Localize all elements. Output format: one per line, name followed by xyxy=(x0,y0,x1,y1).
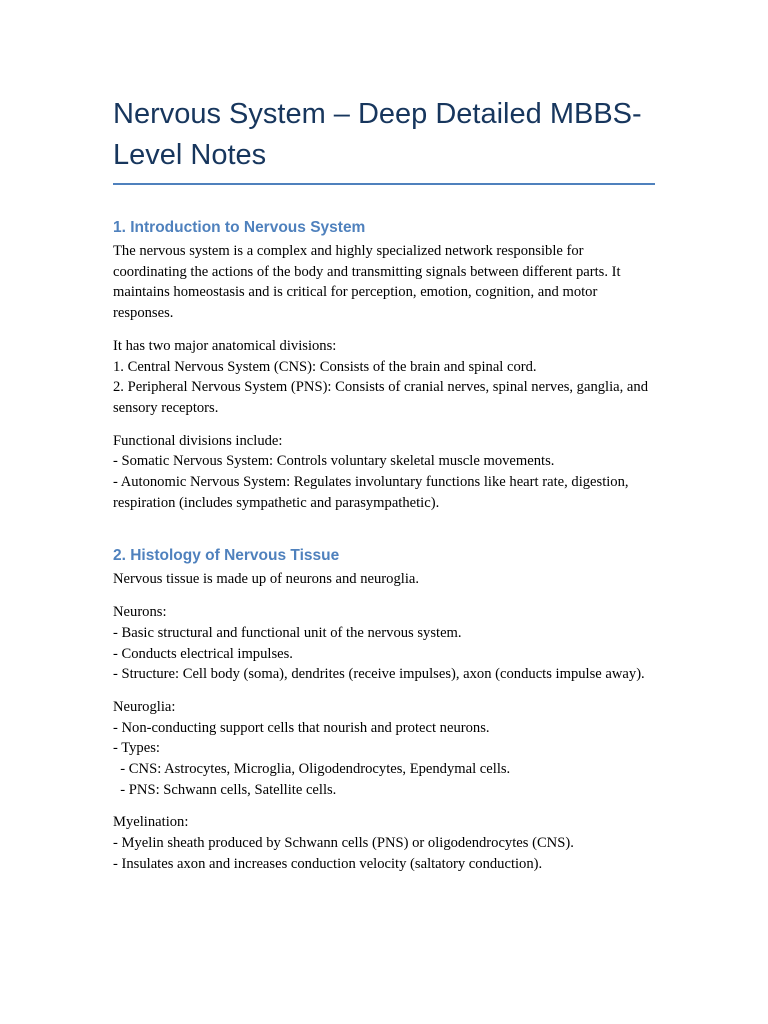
list-item: - Somatic Nervous System: Controls voluntary skeletal muscle movements. xyxy=(113,453,555,470)
paragraph xyxy=(113,812,655,874)
text-line: Myelination: xyxy=(113,814,189,831)
list-item: - Non-conducting support cells that nourish and protect neurons. xyxy=(113,719,490,736)
section-heading: 2. Histology of Nervous Tissue xyxy=(113,547,340,565)
list-item: - Conducts electrical impulses. xyxy=(113,645,293,662)
text-line: Nervous tissue is made up of neurons and neuroglia. xyxy=(113,571,419,588)
list-item: - Insulates axon and increases conduction velocity (saltatory conduction). xyxy=(113,855,543,872)
page-title: Nervous System – Deep Detailed MBBS-Level Notes xyxy=(113,94,655,185)
section-heading: 1. Introduction to Nervous System xyxy=(113,219,366,236)
list-item: - Types: xyxy=(113,740,160,757)
list-item: 1. Central Nervous System (CNS): Consists of the brain and spinal cord. xyxy=(113,358,537,375)
list-item: - CNS: Astrocytes, Microglia, Oligodendrocytes, Ependymal cells. xyxy=(113,761,511,778)
section-histology xyxy=(113,546,655,874)
paragraph xyxy=(113,431,655,514)
text-line: Neurons: xyxy=(113,604,167,621)
list-item: - Structure: Cell body (soma), dendrites (receive impulses), axon (conducts impulse away). xyxy=(113,666,645,683)
text-line: Functional divisions include: xyxy=(113,432,283,449)
list-item: - Autonomic Nervous System: Regulates involuntary functions like heart rate, digestion, respiration (includes sympathetic and parasympathetic). xyxy=(113,474,633,511)
document-page xyxy=(113,94,655,875)
text-line: It has two major anatomical divisions: xyxy=(113,337,337,354)
text-line: The nervous system is a complex and highly specialized network responsible for coordinating the actions of the body and transmitting signals between different parts. It maintains homeostasis and is critical for perception, emotion, cognition, and motor responses. xyxy=(113,243,625,322)
list-item: - Myelin sheath produced by Schwann cells (PNS) or oligodendrocytes (CNS). xyxy=(113,835,574,852)
paragraph xyxy=(113,569,655,590)
section-introduction xyxy=(113,218,655,513)
paragraph xyxy=(113,241,655,324)
list-item: - PNS: Schwann cells, Satellite cells. xyxy=(113,781,337,798)
paragraph xyxy=(113,602,655,685)
text-line: Neuroglia: xyxy=(113,698,176,715)
list-item: 2. Peripheral Nervous System (PNS): Consists of cranial nerves, spinal nerves, ganglia, and sensory receptors. xyxy=(113,379,652,416)
paragraph xyxy=(113,697,655,801)
paragraph xyxy=(113,336,655,419)
list-item: - Basic structural and functional unit of the nervous system. xyxy=(113,624,462,641)
